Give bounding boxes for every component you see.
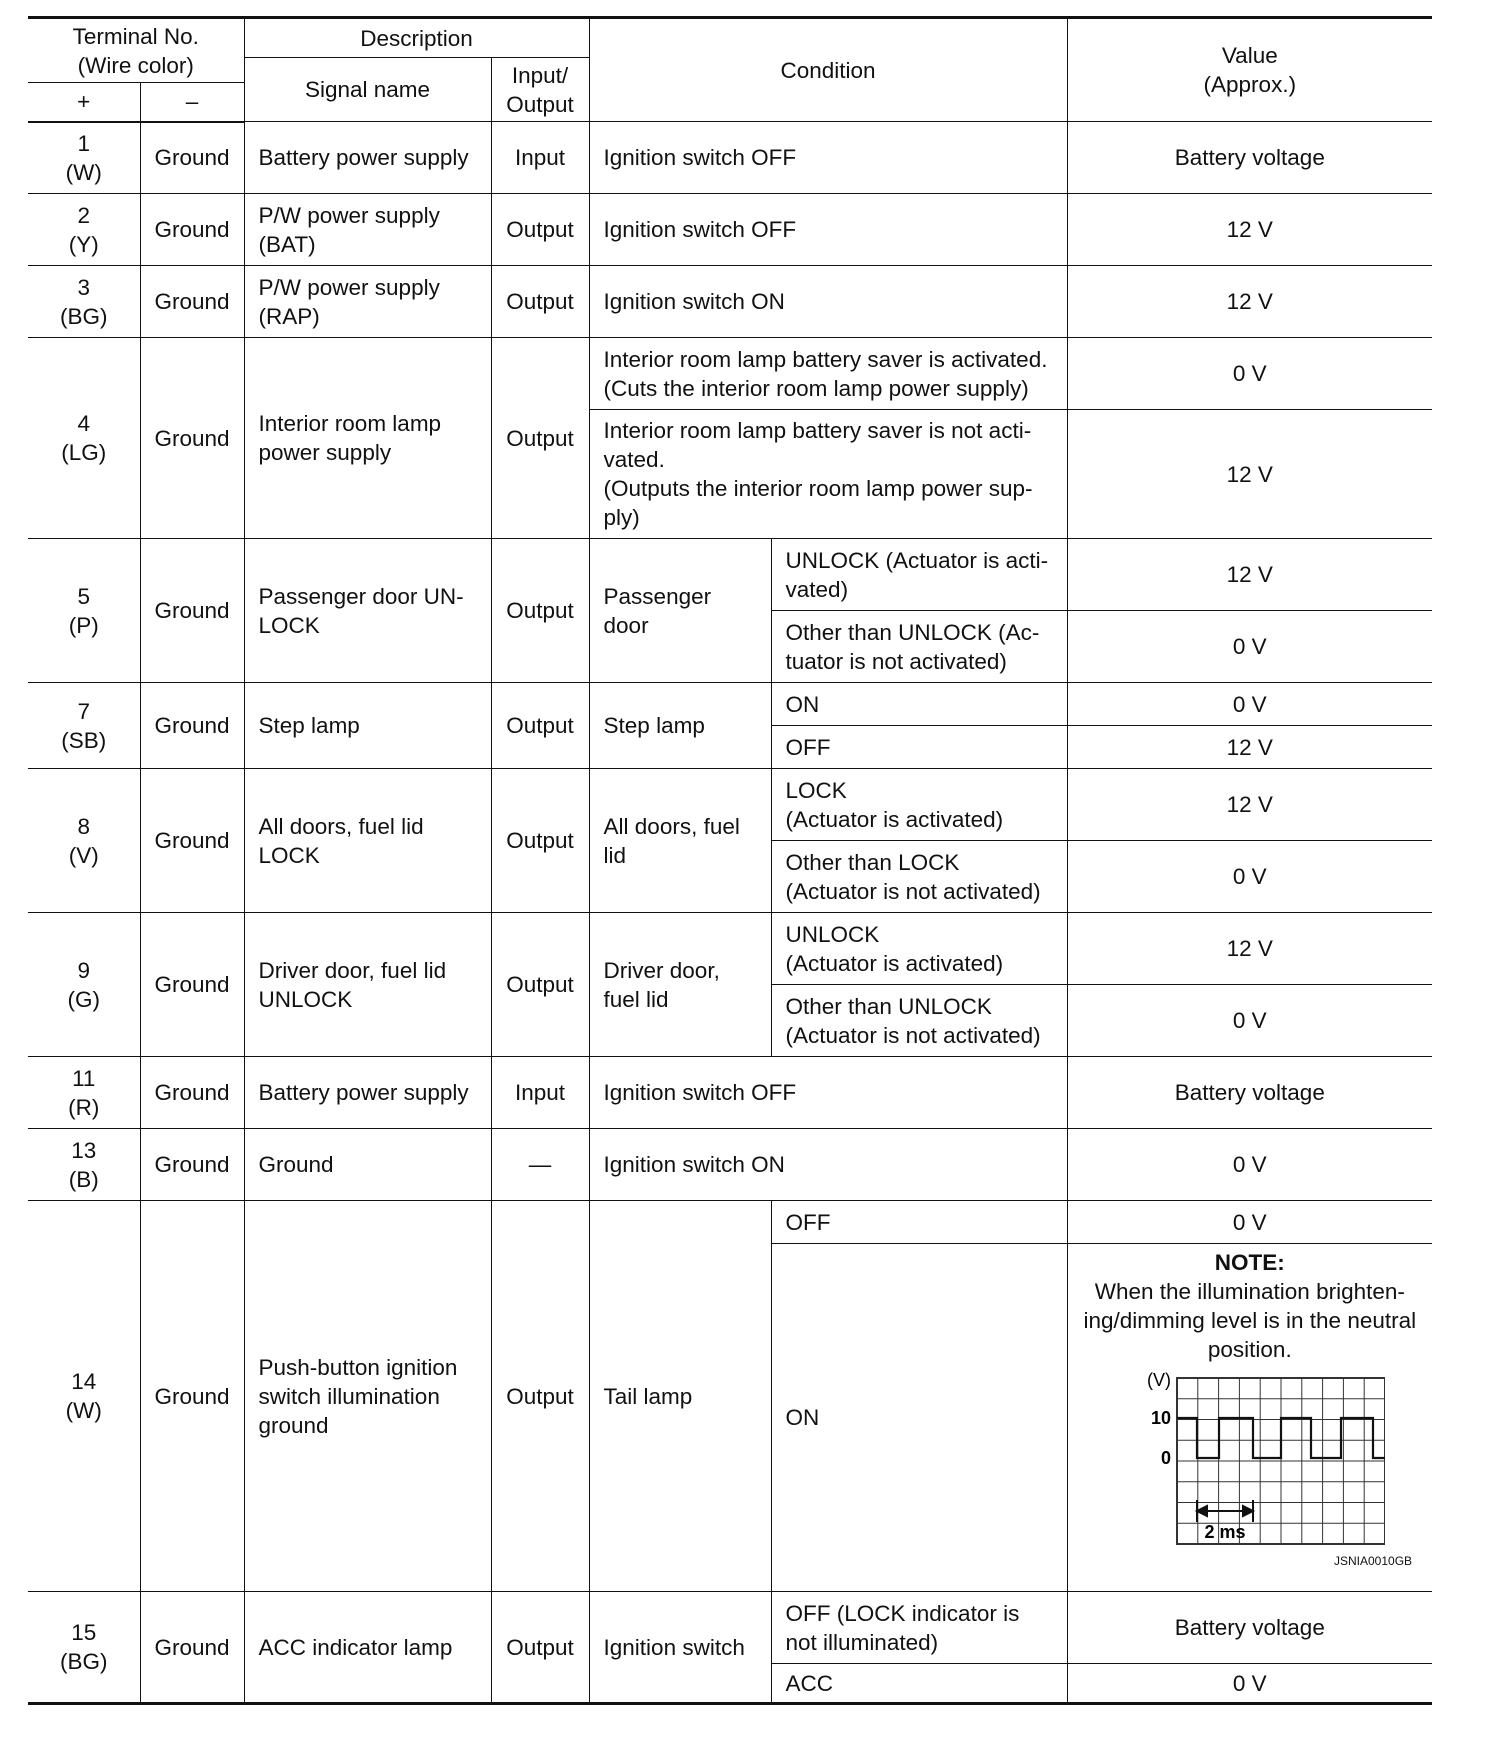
value: 0 V bbox=[1067, 841, 1432, 913]
table-row bbox=[28, 1592, 1432, 1664]
value: Battery voltage bbox=[1067, 122, 1432, 194]
signal-name: Battery power supply bbox=[244, 1057, 491, 1129]
table-row bbox=[28, 338, 1432, 410]
value: 12 V bbox=[1067, 913, 1432, 985]
signal-name: Ground bbox=[244, 1129, 491, 1201]
sub-condition: UNLOCK (Actuator is acti- vated) bbox=[771, 539, 1067, 611]
signal-name: Step lamp bbox=[244, 683, 491, 769]
sub-condition: OFF bbox=[771, 726, 1067, 769]
header-condition: Condition bbox=[589, 18, 1067, 122]
sub-condition: ON bbox=[771, 1244, 1067, 1592]
signal-name: Passenger door UN- LOCK bbox=[244, 539, 491, 683]
condition: Ignition switch OFF bbox=[589, 122, 1067, 194]
signal-name: P/W power supply (BAT) bbox=[244, 194, 491, 266]
terminal-number: 11 (R) bbox=[28, 1057, 140, 1129]
table-row bbox=[28, 1201, 1432, 1244]
header-terminal-no: Terminal No. (Wire color) bbox=[28, 18, 244, 83]
value: 0 V bbox=[1067, 683, 1432, 726]
condition: Tail lamp bbox=[589, 1201, 771, 1592]
sub-condition: ACC bbox=[771, 1664, 1067, 1704]
terminal-ground: Ground bbox=[140, 122, 244, 194]
condition: All doors, fuel lid bbox=[589, 769, 771, 913]
value: 0 V bbox=[1067, 338, 1432, 410]
terminal-ground: Ground bbox=[140, 1592, 244, 1704]
terminal-ground: Ground bbox=[140, 1129, 244, 1201]
scope-unit-label: (V) bbox=[1146, 1372, 1171, 1390]
header-input-output: Input/ Output bbox=[491, 58, 589, 122]
terminal-number: 4 (LG) bbox=[28, 338, 140, 539]
header-plus: + bbox=[28, 83, 140, 122]
value: 0 V bbox=[1067, 1129, 1432, 1201]
note-title: NOTE: bbox=[1214, 1250, 1285, 1275]
input-output: Output bbox=[491, 1201, 589, 1592]
terminal-ground: Ground bbox=[140, 769, 244, 913]
terminal-number: 7 (SB) bbox=[28, 683, 140, 769]
scope-y-tick-high: 10 bbox=[1150, 1408, 1171, 1428]
value: 12 V bbox=[1067, 194, 1432, 266]
condition: Ignition switch OFF bbox=[589, 1057, 1067, 1129]
signal-name: All doors, fuel lid LOCK bbox=[244, 769, 491, 913]
scope-y-tick-low: 0 bbox=[1160, 1448, 1171, 1468]
note-text: When the illumination brighten- ing/dimming level is in the neutral position. bbox=[1083, 1279, 1417, 1362]
terminal-table-page bbox=[28, 16, 1432, 1705]
terminal-ground: Ground bbox=[140, 194, 244, 266]
terminal-number: 2 (Y) bbox=[28, 194, 140, 266]
input-output: Output bbox=[491, 338, 589, 539]
condition: Ignition switch ON bbox=[589, 266, 1067, 338]
value: 12 V bbox=[1067, 769, 1432, 841]
table-row bbox=[28, 194, 1432, 266]
signal-name: P/W power supply (RAP) bbox=[244, 266, 491, 338]
sub-condition: OFF (LOCK indicator is not illuminated) bbox=[771, 1592, 1067, 1664]
input-output: Output bbox=[491, 683, 589, 769]
terminal-value-table bbox=[28, 16, 1432, 1705]
input-output: Output bbox=[491, 266, 589, 338]
condition: Interior room lamp battery saver is not acti- vated. (Outputs the interior room lamp power sup- ply) bbox=[589, 410, 1067, 539]
condition: Ignition switch OFF bbox=[589, 194, 1067, 266]
terminal-ground: Ground bbox=[140, 338, 244, 539]
terminal-ground: Ground bbox=[140, 683, 244, 769]
table-row bbox=[28, 266, 1432, 338]
terminal-number: 9 (G) bbox=[28, 913, 140, 1057]
signal-name: Interior room lamp power supply bbox=[244, 338, 491, 539]
value: 12 V bbox=[1067, 539, 1432, 611]
table-row bbox=[28, 913, 1432, 985]
table-row bbox=[28, 769, 1432, 841]
condition: Driver door, fuel lid bbox=[589, 913, 771, 1057]
terminal-number: 15 (BG) bbox=[28, 1592, 140, 1704]
value: 12 V bbox=[1067, 726, 1432, 769]
terminal-number: 1 (W) bbox=[28, 122, 140, 194]
scope-time-label: 2 ms bbox=[1204, 1522, 1246, 1542]
table-row bbox=[28, 1057, 1432, 1129]
condition: Ignition switch ON bbox=[589, 1129, 1067, 1201]
input-output: Input bbox=[491, 1057, 589, 1129]
oscilloscope-waveform-figure bbox=[1115, 1372, 1385, 1550]
value: Battery voltage bbox=[1067, 1057, 1432, 1129]
sub-condition: ON bbox=[771, 683, 1067, 726]
condition: Ignition switch bbox=[589, 1592, 771, 1704]
sub-condition: OFF bbox=[771, 1201, 1067, 1244]
table-row bbox=[28, 1129, 1432, 1201]
input-output: Output bbox=[491, 913, 589, 1057]
time-span-marker bbox=[1197, 1500, 1253, 1522]
header-description: Description bbox=[244, 18, 589, 58]
terminal-ground: Ground bbox=[140, 913, 244, 1057]
sub-condition: LOCK (Actuator is activated) bbox=[771, 769, 1067, 841]
input-output: Output bbox=[491, 539, 589, 683]
value: Battery voltage bbox=[1067, 1592, 1432, 1664]
sub-condition: Other than LOCK (Actuator is not activated) bbox=[771, 841, 1067, 913]
signal-name: Driver door, fuel lid UNLOCK bbox=[244, 913, 491, 1057]
input-output: Output bbox=[491, 1592, 589, 1704]
signal-name: Push-button ignition switch illumination ground bbox=[244, 1201, 491, 1592]
terminal-ground: Ground bbox=[140, 266, 244, 338]
oscilloscope-grid bbox=[1177, 1378, 1385, 1544]
input-output: Output bbox=[491, 769, 589, 913]
terminal-ground: Ground bbox=[140, 539, 244, 683]
input-output: Output bbox=[491, 194, 589, 266]
value: 12 V bbox=[1067, 410, 1432, 539]
header-signal-name: Signal name bbox=[244, 58, 491, 122]
terminal-ground: Ground bbox=[140, 1057, 244, 1129]
table-row bbox=[28, 683, 1432, 726]
value: 12 V bbox=[1067, 266, 1432, 338]
terminal-ground: Ground bbox=[140, 1201, 244, 1592]
terminal-number: 8 (V) bbox=[28, 769, 140, 913]
terminal-number: 14 (W) bbox=[28, 1201, 140, 1592]
value: 0 V bbox=[1067, 1664, 1432, 1704]
terminal-number: 3 (BG) bbox=[28, 266, 140, 338]
sub-condition: Other than UNLOCK (Ac- tuator is not activated) bbox=[771, 611, 1067, 683]
note-cell bbox=[1067, 1244, 1432, 1592]
table-row bbox=[28, 122, 1432, 194]
table-row bbox=[28, 539, 1432, 611]
condition: Interior room lamp battery saver is activated. (Cuts the interior room lamp power supply) bbox=[589, 338, 1067, 410]
pwm-waveform-trace bbox=[1177, 1418, 1385, 1458]
header-minus: – bbox=[140, 83, 244, 122]
sub-condition: UNLOCK (Actuator is activated) bbox=[771, 913, 1067, 985]
value: 0 V bbox=[1067, 985, 1432, 1057]
header-value: Value (Approx.) bbox=[1067, 18, 1432, 122]
condition: Passenger door bbox=[589, 539, 771, 683]
input-output: Input bbox=[491, 122, 589, 194]
terminal-number: 5 (P) bbox=[28, 539, 140, 683]
signal-name: ACC indicator lamp bbox=[244, 1592, 491, 1704]
terminal-number: 13 (B) bbox=[28, 1129, 140, 1201]
value: 0 V bbox=[1067, 611, 1432, 683]
sub-condition: Other than UNLOCK (Actuator is not activated) bbox=[771, 985, 1067, 1057]
value: 0 V bbox=[1067, 1201, 1432, 1244]
input-output: — bbox=[491, 1129, 589, 1201]
condition: Step lamp bbox=[589, 683, 771, 769]
figure-code: JSNIA0010GB bbox=[1334, 1554, 1413, 1568]
signal-name: Battery power supply bbox=[244, 122, 491, 194]
